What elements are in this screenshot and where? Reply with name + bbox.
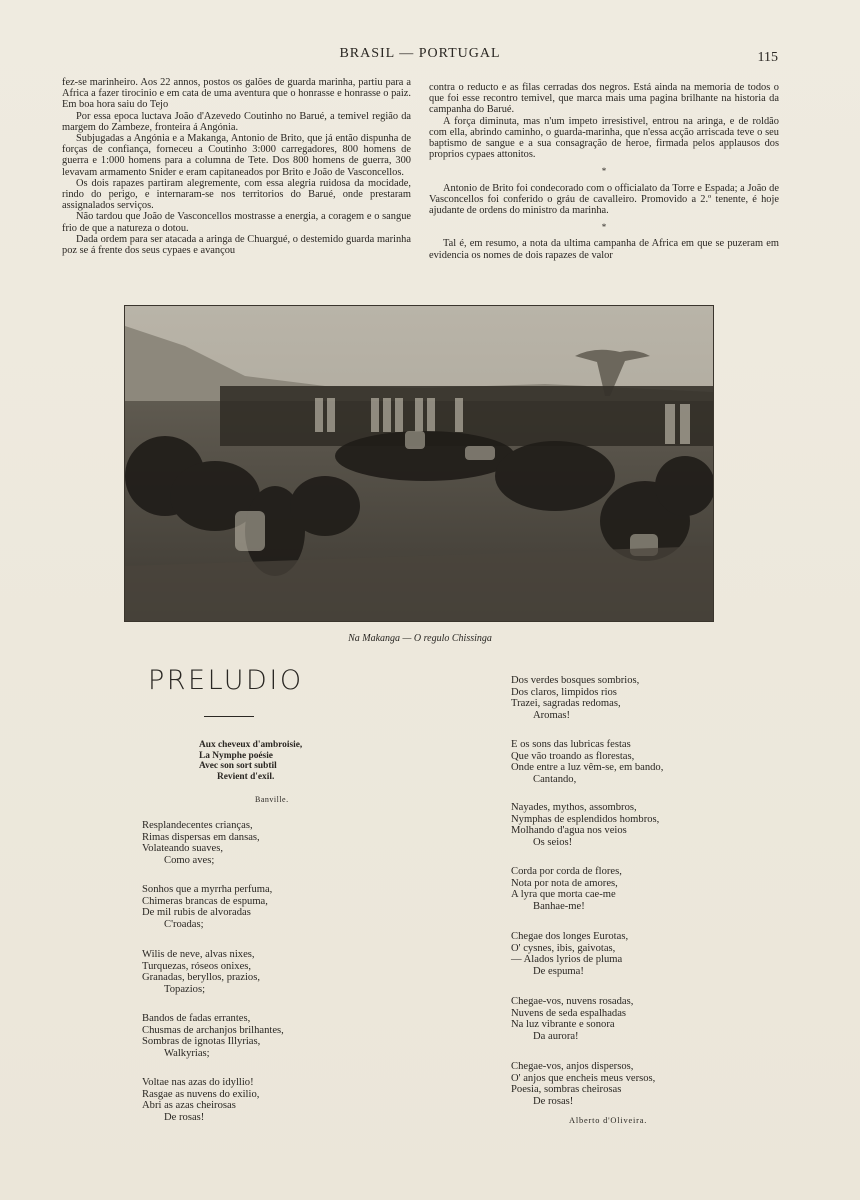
- verse-line: Corda por corda de flores,: [511, 866, 622, 877]
- verse-line: Volateando suaves,: [142, 843, 224, 855]
- paragraph: Dada ordem para ser atacada a aringa de Chuargué, o destemido guarda marinha poz se á frente dos seus cypaes e avançou: [62, 233, 411, 257]
- verse-line: De rosas!: [533, 1095, 574, 1107]
- verse-line: Rasgae as nuvens do exilio,: [142, 1088, 260, 1100]
- paragraph: Não tardou que João de Vasconcellos mostrasse a energia, a coragem e o sangue frio de que a natureza o dotou.: [62, 211, 411, 234]
- poem-stanza: [511, 931, 628, 977]
- poem-epigraph: [199, 740, 302, 782]
- verse-line: O' anjos que encheis meus versos,: [511, 1072, 656, 1084]
- epigraph-line: Revient d'exil.: [217, 771, 275, 782]
- verse-line: Poesia, sombras cheirosas: [511, 1084, 622, 1096]
- poem-signature: Alberto d'Oliveira.: [569, 1116, 648, 1125]
- verse-line: Sonhos que a myrrha perfuma,: [142, 884, 273, 895]
- verse-line: De rosas!: [164, 1111, 205, 1123]
- verse-line: Nota por nota de amores,: [511, 877, 618, 889]
- verse-line: Wilis de neve, alvas nixes,: [142, 949, 255, 960]
- photograph-group-portrait: [124, 305, 714, 622]
- poem-stanza: [511, 1061, 655, 1107]
- poem-stanza: [511, 866, 622, 912]
- verse-line: Chegae-vos, anjos dispersos,: [511, 1061, 634, 1072]
- verse-line: Trazei, sagradas redomas,: [511, 698, 621, 710]
- verse-line: Cantando,: [533, 773, 577, 785]
- poem-stanza: [511, 802, 659, 848]
- paragraph: contra o reducto e as filas cerradas dos negros. Está ainda na memoria de todos o que foi esse recontro temivel, que marca mais uma pagina brilhante na historia da campanha do Barué.: [429, 82, 779, 116]
- verse-line: Que vão troando as florestas,: [511, 750, 635, 762]
- verse-line: De espuma!: [533, 965, 584, 977]
- paragraph: Por essa epoca luctava João d'Azevedo Coutinho no Barué, a temivel região da margem do Zambeze, fronteira á Angónia.: [62, 110, 411, 133]
- poem-stanza: [142, 1077, 259, 1123]
- poem-stanza: [142, 820, 260, 866]
- verse-line: Dos claros, limpidos rios: [511, 686, 617, 698]
- verse-line: Nayades, mythos, assombros,: [511, 802, 637, 813]
- poem-stanza: [511, 739, 663, 785]
- verse-line: Na luz vibrante e sonora: [511, 1019, 615, 1031]
- verse-line: E os sons das lubricas festas: [511, 739, 631, 750]
- epigraph-line: Aux cheveux d'ambroisie,: [199, 740, 303, 750]
- verse-line: Voltae nas azas do idyllio!: [142, 1077, 254, 1088]
- page-number: 115: [757, 50, 778, 65]
- running-header-title: BRASIL — PORTUGAL: [339, 46, 501, 61]
- verse-line: O' cysnes, ibis, gaivotas,: [511, 942, 616, 954]
- epigraph-line: Avec son sort subtil: [199, 761, 277, 771]
- verse-line: Como aves;: [164, 854, 215, 866]
- verse-line: Onde entre a luz vêm-se, em bando,: [511, 762, 664, 774]
- verse-line: Resplandecentes crianças,: [142, 820, 253, 831]
- poem-stanza: [142, 949, 260, 995]
- photo-caption: Na Makanga — O regulo Chissinga: [348, 633, 492, 644]
- article-right-column: [429, 82, 779, 261]
- epigraph-line: La Nymphe poésie: [199, 750, 273, 761]
- verse-line: Turquezas, róseos onixes,: [142, 960, 252, 972]
- verse-line: Molhando d'agua nos veios: [511, 825, 627, 837]
- paragraph: Tal é, em resumo, a nota da ultima campanha de Africa em que se puzeram em evidencia os nomes de dois rapazes de valor: [429, 238, 779, 261]
- poem-stanza: [511, 996, 633, 1042]
- article-left-column: [62, 77, 411, 256]
- verse-line: C'roadas;: [164, 918, 204, 930]
- verse-line: Chusmas de archanjos brilhantes,: [142, 1024, 284, 1036]
- photograph-image: [125, 306, 713, 621]
- poem-stanza: [142, 884, 272, 930]
- verse-line: Abri as azas cheirosas: [142, 1100, 236, 1112]
- poem-stanza: [142, 1013, 284, 1059]
- verse-line: A lyra que morta cae-me: [511, 889, 616, 901]
- verse-line: Topazios;: [164, 983, 206, 995]
- title-divider: [204, 716, 254, 717]
- verse-line: Sombras de ignotas Illyrias,: [142, 1036, 261, 1048]
- verse-line: Chegae-vos, nuvens rosadas,: [511, 996, 634, 1007]
- section-separator: *: [601, 166, 607, 177]
- verse-line: Da aurora!: [533, 1030, 579, 1042]
- verse-line: Os seios!: [533, 836, 573, 848]
- verse-line: Rimas dispersas em dansas,: [142, 831, 260, 843]
- verse-line: — Alados lyrios de pluma: [511, 954, 623, 966]
- verse-line: Walkyrias;: [164, 1047, 210, 1059]
- paragraph: fez-se marinheiro. Aos 22 annos, postos os galões de guarda marinha, partiu para a Africa a fazer tirocinio e em cata de uma aventura que o honrasse e honrasse o paiz. Em boa hora saiu do Tejo: [62, 77, 411, 111]
- verse-line: Nuvens de seda espalhadas: [511, 1007, 627, 1019]
- paragraph: Subjugadas a Angónia e a Makanga, Antonio de Brito, que já então dispunha de forças de confiança, forneceu a Coutinho 3:000 carregadores, 800 homens de guerra e 1:000 homens para a columna de Tete. Dos 800 homens de guerra, 300 levavam armamento Snider e eram capitaneados por Brito e João de Vasconcellos.: [62, 133, 411, 178]
- paragraph: Antonio de Brito foi condecorado com o officialato da Torre e Espada; a João de Vasconcellos foi conferido o gráu de cavalleiro. Promovido a 2.º tenente, é hoje ajudante de ordens do ministro da marinha.: [429, 182, 779, 217]
- paragraph: A força diminuta, mas n'um impeto irresistivel, entrou na aringa, e de roldão com ella, abrindo caminho, o guarda-marinha, que n'essa acção arriscada teve o seu baptismo de sangue e a sua consagração de heroe, firmada pelos applausos dos proprios cypaes attonitos.: [429, 115, 779, 161]
- verse-line: Chimeras brancas de espuma,: [142, 895, 268, 907]
- poem-stanza: [511, 675, 639, 721]
- verse-line: Aromas!: [533, 709, 571, 721]
- verse-line: Nymphas de esplendidos hombros,: [511, 813, 660, 825]
- verse-line: Chegae dos longes Eurotas,: [511, 931, 629, 942]
- section-separator: *: [601, 222, 607, 233]
- epigraph-author: Banville.: [255, 795, 289, 804]
- verse-line: Granadas, beryllos, prazios,: [142, 972, 260, 984]
- verse-line: Dos verdes bosques sombrios,: [511, 675, 640, 686]
- verse-line: Bandos de fadas errantes,: [142, 1013, 251, 1024]
- verse-line: Banhae-me!: [533, 900, 585, 912]
- verse-line: De mil rubis de alvoradas: [142, 907, 251, 919]
- paragraph: Os dois rapazes partiram alegremente, com essa alegria ruidosa da mocidade, rindo do perigo, e internaram-se nos territorios do Barué, onde prestaram assignalados serviços.: [62, 177, 411, 212]
- poem-title: PRELUDIO: [148, 665, 304, 696]
